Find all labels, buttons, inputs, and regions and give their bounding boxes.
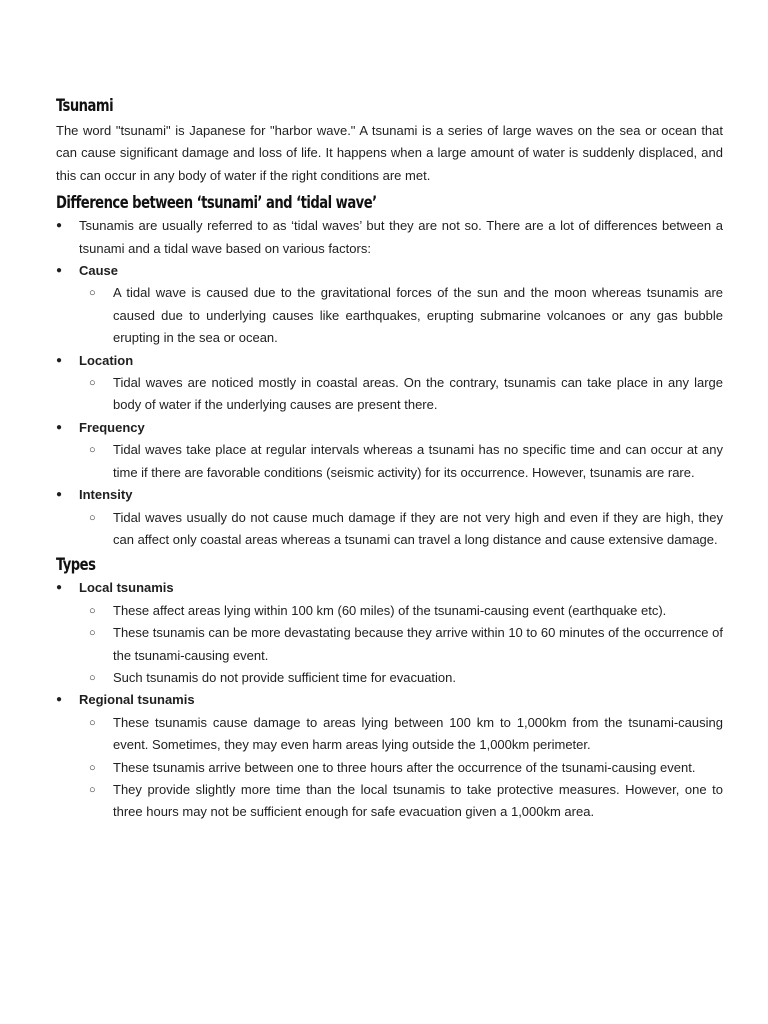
- factor-text-intensity: Tidal waves usually do not cause much damage if they are not very high and even if they are high, they can affect only coastal areas whereas a tsunami can travel a long distance and cause extensive damage.: [113, 509, 723, 547]
- factor-text-cause: A tidal wave is caused due to the gravitational forces of the sun and the moon whereas tsunamis are caused due to underlying causes like earthquakes, erupting submarine volcanoes or any gas bubble erupting in the sea or ocean.: [113, 285, 723, 346]
- difference-heading: Difference between ‘tsunami’ and ‘tidal wave’: [56, 193, 377, 214]
- circle-bullet-icon: ○: [89, 671, 96, 684]
- type-label-regional: Regional tsunamis: [79, 692, 195, 708]
- type-point: These affect areas lying within 100 km (60 miles) of the tsunami-causing event (earthquake etc).: [113, 602, 667, 618]
- types-list: [56, 577, 723, 823]
- factor-label-intensity: Intensity: [79, 487, 133, 503]
- factor-label-cause: Cause: [79, 263, 119, 279]
- sub-list-item: [79, 622, 723, 667]
- sub-list-item: [79, 757, 723, 779]
- circle-bullet-icon: ○: [89, 627, 96, 640]
- list-item: [56, 215, 723, 260]
- factor-text-frequency: Tidal waves take place at regular intervals whereas a tsunami has no specific time and can occur at any time if there are favorable conditions (seismic activity) for its occurrence. However, tsunamis are rare.: [113, 442, 723, 480]
- types-heading-wrap: [56, 553, 723, 577]
- types-heading: Types: [56, 555, 96, 576]
- factor-label-frequency: Frequency: [79, 419, 145, 435]
- circle-bullet-icon: ○: [89, 287, 96, 300]
- tsunami-heading-wrap: [56, 94, 723, 118]
- sub-list: [79, 439, 723, 484]
- sub-list: [79, 712, 723, 824]
- list-item: [56, 350, 723, 417]
- circle-bullet-icon: ○: [89, 761, 96, 774]
- difference-lead: Tsunamis are usually referred to as ‘tidal waves’ but they are not so. There are a lot of differences between a tsunami and a tidal wave based on various factors:: [79, 218, 723, 256]
- sub-list-item: [79, 282, 723, 349]
- list-item: [56, 689, 723, 823]
- circle-bullet-icon: ○: [89, 444, 96, 457]
- sub-list: [79, 600, 723, 690]
- bullet-icon: ●: [56, 220, 63, 232]
- bullet-icon: ●: [56, 421, 63, 433]
- list-item: [56, 260, 723, 350]
- list-item: [56, 417, 723, 484]
- document-page: [56, 94, 723, 824]
- type-point: Such tsunamis do not provide sufficient time for evacuation.: [113, 669, 457, 685]
- factor-text-location: Tidal waves are noticed mostly in coastal areas. On the contrary, tsunamis can take place in any large body of water if the underlying causes are present there.: [113, 375, 723, 413]
- sub-list: [79, 372, 723, 417]
- bullet-icon: ●: [56, 694, 63, 706]
- type-point: These tsunamis can be more devastating because they arrive within 10 to 60 minutes of the occurrence of the tsunami-causing event.: [113, 625, 723, 663]
- sub-list-item: [79, 667, 723, 689]
- type-point: These tsunamis arrive between one to three hours after the occurrence of the tsunami-causing event.: [113, 759, 696, 775]
- bullet-icon: ●: [56, 354, 63, 366]
- circle-bullet-icon: ○: [89, 511, 96, 524]
- sub-list-item: [79, 439, 723, 484]
- circle-bullet-icon: ○: [89, 377, 96, 390]
- list-item: [56, 577, 723, 689]
- bullet-icon: ●: [56, 489, 63, 501]
- sub-list-item: [79, 712, 723, 757]
- circle-bullet-icon: ○: [89, 783, 96, 796]
- difference-list: [56, 215, 723, 551]
- sub-list-item: [79, 372, 723, 417]
- type-point: These tsunamis cause damage to areas lying between 100 km to 1,000km from the tsunami-causing event. Sometimes, they may even harm areas lying outside the 1,000km perimeter.: [113, 714, 723, 753]
- intro-paragraph: The word "tsunami" is Japanese for "harbor wave." A tsunami is a series of large waves on the sea or ocean that can cause significant damage and loss of life. It happens when a large amount of water is suddenly displaced, and this can occur in any body of water if the right conditions are met.: [56, 123, 723, 183]
- list-item: [56, 484, 723, 551]
- circle-bullet-icon: ○: [89, 716, 96, 729]
- bullet-icon: ●: [56, 265, 63, 277]
- factor-label-location: Location: [79, 352, 134, 368]
- sub-list: [79, 507, 723, 552]
- sub-list: [79, 282, 723, 349]
- sub-list-item: [79, 779, 723, 824]
- type-label-local: Local tsunamis: [79, 580, 174, 596]
- bullet-icon: ●: [56, 582, 63, 594]
- difference-heading-wrap: [56, 191, 723, 215]
- type-point: They provide slightly more time than the local tsunamis to take protective measures. However, one to three hours may not be sufficient enough for safe evacuation given a 1,000km area.: [113, 781, 723, 820]
- sub-list-item: [79, 507, 723, 552]
- page-title: Tsunami: [56, 96, 114, 116]
- circle-bullet-icon: ○: [89, 604, 96, 617]
- sub-list-item: [79, 600, 723, 622]
